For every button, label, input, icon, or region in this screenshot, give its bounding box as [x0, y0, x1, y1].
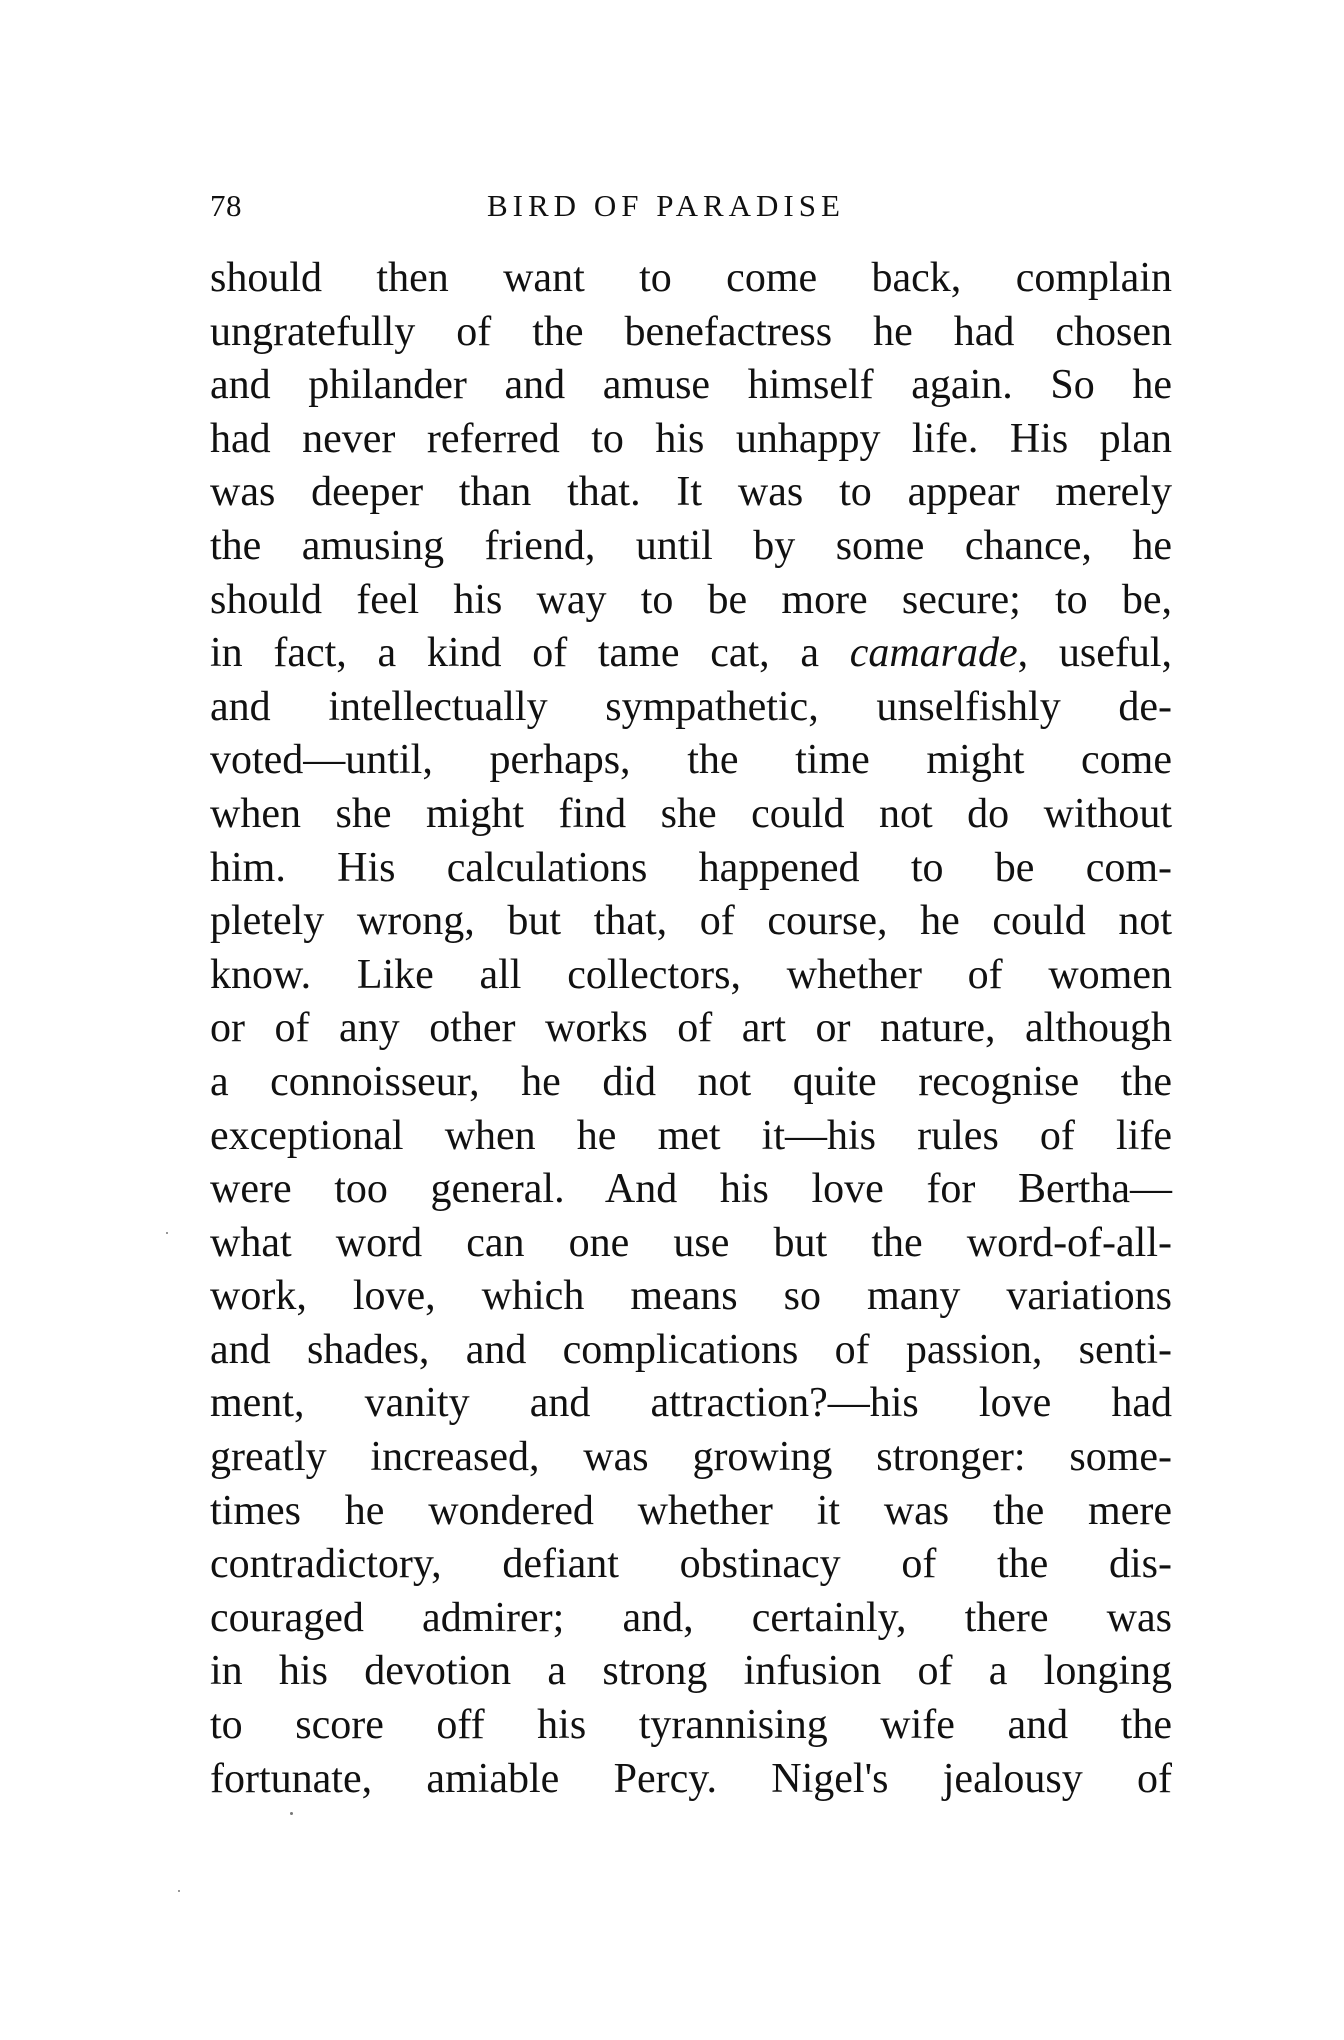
text-line: and shades, and complications of passion, senti-: [210, 1326, 1172, 1373]
text-line: had never referred to his unhappy life. His plan: [210, 415, 1172, 462]
text-line: voted—until, perhaps, the time might come: [210, 737, 1172, 784]
text-line: couraged admirer; and, certainly, there was: [210, 1594, 1172, 1641]
page-number: 78: [210, 188, 242, 223]
text-line: know. Like all collectors, whether of women: [210, 951, 1172, 998]
text-line: work, love, which means so many variations: [210, 1273, 1172, 1320]
text-line: contradictory, defiant obstinacy of the dis-: [210, 1541, 1172, 1588]
text-line: ungratefully of the benefactress he had chosen: [210, 308, 1172, 355]
text-line: should then want to come back, complain: [210, 255, 1172, 301]
text-line: or of any other works of art or nature, although: [210, 1005, 1172, 1052]
text-line: fortunate, amiable Percy. Nigel's jealousy of: [210, 1755, 1172, 1802]
paper-speck: [166, 1232, 168, 1234]
text-segment: , useful,: [1017, 630, 1172, 677]
page-header: [210, 188, 1172, 240]
text-line: greatly increased, was growing stronger: some-: [210, 1434, 1172, 1481]
text-line: was deeper than that. It was to appear merely: [210, 469, 1172, 516]
text-line: and intellectually sympathetic, unselfishly de-: [210, 683, 1172, 730]
body-text: [210, 252, 1172, 1806]
text-line: the amusing friend, until by some chance, he: [210, 522, 1172, 569]
paper-speck: [178, 1890, 180, 1892]
text-line-with-italic: [210, 627, 1172, 681]
text-line: what word can one use but the word-of-all-: [210, 1219, 1172, 1266]
text-line: times he wondered whether it was the mere: [210, 1487, 1172, 1534]
text-line: when she might find she could not do without: [210, 790, 1172, 837]
text-line: a connoisseur, he did not quite recognise the: [210, 1058, 1172, 1105]
text-line: ment, vanity and attraction?—his love had: [210, 1380, 1172, 1427]
paper-speck: [290, 1812, 293, 1815]
text-segment: in fact, a kind of tame cat, a: [210, 630, 850, 677]
text-line: and philander and amuse himself again. So he: [210, 362, 1172, 409]
text-line: him. His calculations happened to be com-: [210, 844, 1172, 891]
text-line: should feel his way to be more secure; to be,: [210, 576, 1172, 623]
text-line: to score off his tyrannising wife and the: [210, 1702, 1172, 1749]
italic-word: camarade: [849, 630, 1018, 677]
running-title: BIRD OF PARADISE: [487, 188, 845, 223]
text-line: exceptional when he met it—his rules of life: [210, 1112, 1172, 1159]
text-line: were too general. And his love for Bertha—: [210, 1166, 1172, 1213]
text-line: in his devotion a strong infusion of a longing: [210, 1648, 1172, 1695]
text-line: pletely wrong, but that, of course, he could not: [210, 898, 1172, 945]
